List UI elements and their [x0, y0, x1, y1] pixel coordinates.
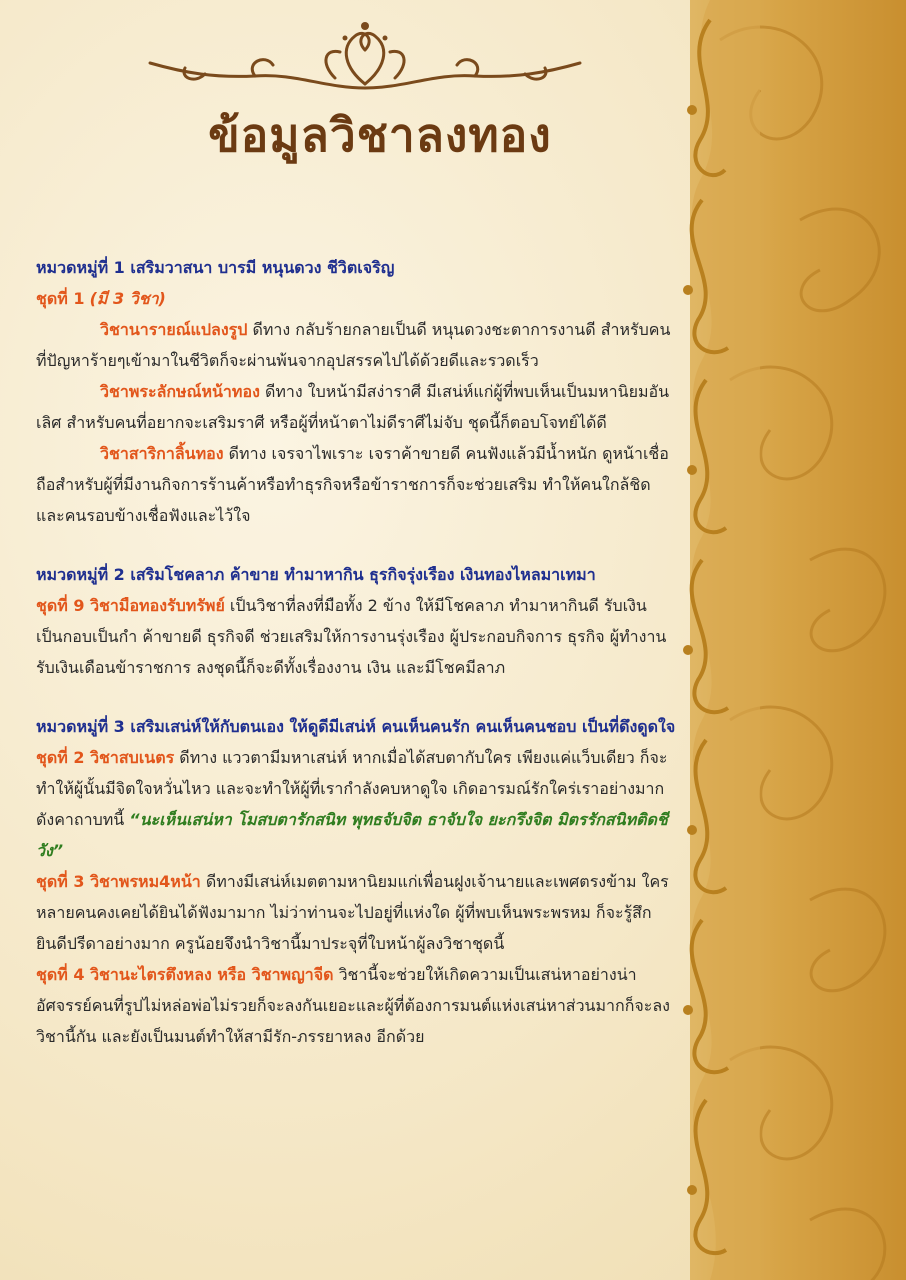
section-heading-3: หมวดหมู่ที่ 3 เสริมเสน่ห์ให้กับตนเอง ให้ดูดีมีเสน่ห์ คนเห็นคนรัก คนเห็นคนชอบ เป็นที่ดึงดูดใจ: [36, 717, 676, 736]
section-heading-1: หมวดหมู่ที่ 1 เสริมวาสนา บารมี หนุนดวง ชีวิตเจริญ: [36, 258, 395, 277]
spell-paragraph: [36, 376, 676, 438]
header-flourish-ornament: [145, 18, 585, 98]
spell-description: ดีทาง กลับร้ายกลายเป็นดี หนุนดวงชะตาการงานดี สำหรับคนที่ปัญหาร้ายๆเข้ามาในชีวิตก็จะผ่านพ้นจากอุปสรรคไปได้ด้วยดีและรวดเร็ว: [36, 320, 671, 370]
document-content: [36, 252, 676, 1052]
page-title: ข้อมูลวิชาลงทอง: [208, 108, 552, 162]
spell-description: ดีทางมีเสน่ห์เมตตามหานิยมแก่เพื่อนฝูงเจ้านายและเพศตรงข้าม ใครหลายคนคงเคยได้ยินได้ฟังมามาก ไม่ว่าท่านจะไปอยู่ที่แห่งใด ผู้ที่พบเห็นพระพรหม ก็จะรู้สึกยินดีปรีดาอย่างมาก ครูน้อยจึงนำวิชานี้มาประจุที่ใบหน้าผู้ลงวิชาชุดนี้: [36, 872, 669, 953]
spell-name: ชุดที่ 9 วิชามือทองรับทรัพย์: [36, 596, 225, 615]
spell-name: วิชาสาริกาลิ้นทอง: [100, 444, 224, 463]
set-label: ชุดที่ 1: [36, 289, 85, 308]
spell-paragraph: [36, 866, 676, 959]
spell-paragraph: [36, 959, 676, 1052]
spell-name: วิชานารายณ์แปลงรูป: [100, 320, 248, 339]
set-note: (มี 3 วิชา): [89, 289, 166, 308]
incantation-quote: “นะเห็นเสน่หา โมสบตารักสนิท พุทธจับจิต ธาจับใจ ยะกรึงจิต มิตรรักสนิทติดชีวัง”: [36, 810, 668, 860]
spell-paragraph: [36, 590, 676, 683]
spell-paragraph: [36, 742, 676, 866]
section-heading-2: หมวดหมู่ที่ 2 เสริมโชคลาภ ค้าขาย ทำมาหากิน ธุรกิจรุ่งเรือง เงินทองไหลมาเทมา: [36, 565, 596, 584]
spell-paragraph: [36, 438, 676, 531]
spell-description: ดีทาง เจรจาไพเราะ เจราค้าขายดี คนฟังแล้วมีน้ำหนัก ดูหน้าเชื่อถือสำหรับผู้ที่มีงานกิจการร้านค้าหรือทำธุรกิจหรือข้าราชการก็จะช่วยเสริม ทำให้คนใกล้ชิดและคนรอบข้างเชื่อฟังและไว้ใจ: [36, 444, 669, 525]
spell-name: ชุดที่ 2 วิชาสบเนตร: [36, 748, 175, 767]
spell-description: ดีทาง แววตามีมหาเสน่ห์ หากเมื่อได้สบตากับใคร เพียงแค่แว็บเดียว ก็จะทำให้ผู้นั้นมีจิตใจหวั่นไหว และจะทำให้ผู้ที่เรากำลังคบหาดูใจ เกิดอารมณ์รักใคร่เราอย่างมาก ดังคาถาบทนี้: [36, 748, 668, 829]
spell-name: ชุดที่ 4 วิชานะไตรตึงหลง หรือ วิชาพญาจีด: [36, 965, 334, 984]
spell-name: ชุดที่ 3 วิชาพรหม4หน้า: [36, 872, 201, 891]
spell-description: วิชานี้จะช่วยให้เกิดความเป็นเสน่หาอย่างน่าอัศจรรย์คนที่รูปไม่หล่อพ่อไม่รวยก็จะลงกันเยอะและผู้ที่ต้องการมนต์แห่งเสน่หาส่วนมากก็จะลงวิชานี้กัน และยังเป็นมนต์ทำให้สามีรัก-ภรรยาหลง อีกด้วย: [36, 965, 670, 1046]
spell-name: วิชาพระลักษณ์หน้าทอง: [100, 382, 260, 401]
spell-paragraph: [36, 314, 676, 376]
spell-description: ดีทาง ใบหน้ามีสง่าราศี มีเสน่ห์แก่ผู้ที่พบเห็นเป็นมหานิยมอันเลิศ สำหรับคนที่อยากจะเสริมราศี หรือผู้ที่หน้าตาไม่ดีราศีไม่จับ ชุดนี้ก็ตอบโจทย์ได้ดี: [36, 382, 670, 432]
set-label-row: [36, 283, 676, 314]
spell-description: เป็นวิชาที่ลงที่มือทั้ง 2 ข้าง ให้มีโชคลาภ ทำมาหากินดี รับเงินเป็นกอบเป็นกำ ค้าขายดี ธุรกิจดี ช่วยเสริมให้การงานรุ่งเรือง ผู้ประกอบกิจการ ธุรกิจ ผู้ทำงานรับเงินเดือนข้าราชการ ลงชุดนี้ก็จะดีทั้งเรื่องงาน เงิน และมีโชคมีลาภ: [36, 596, 667, 677]
